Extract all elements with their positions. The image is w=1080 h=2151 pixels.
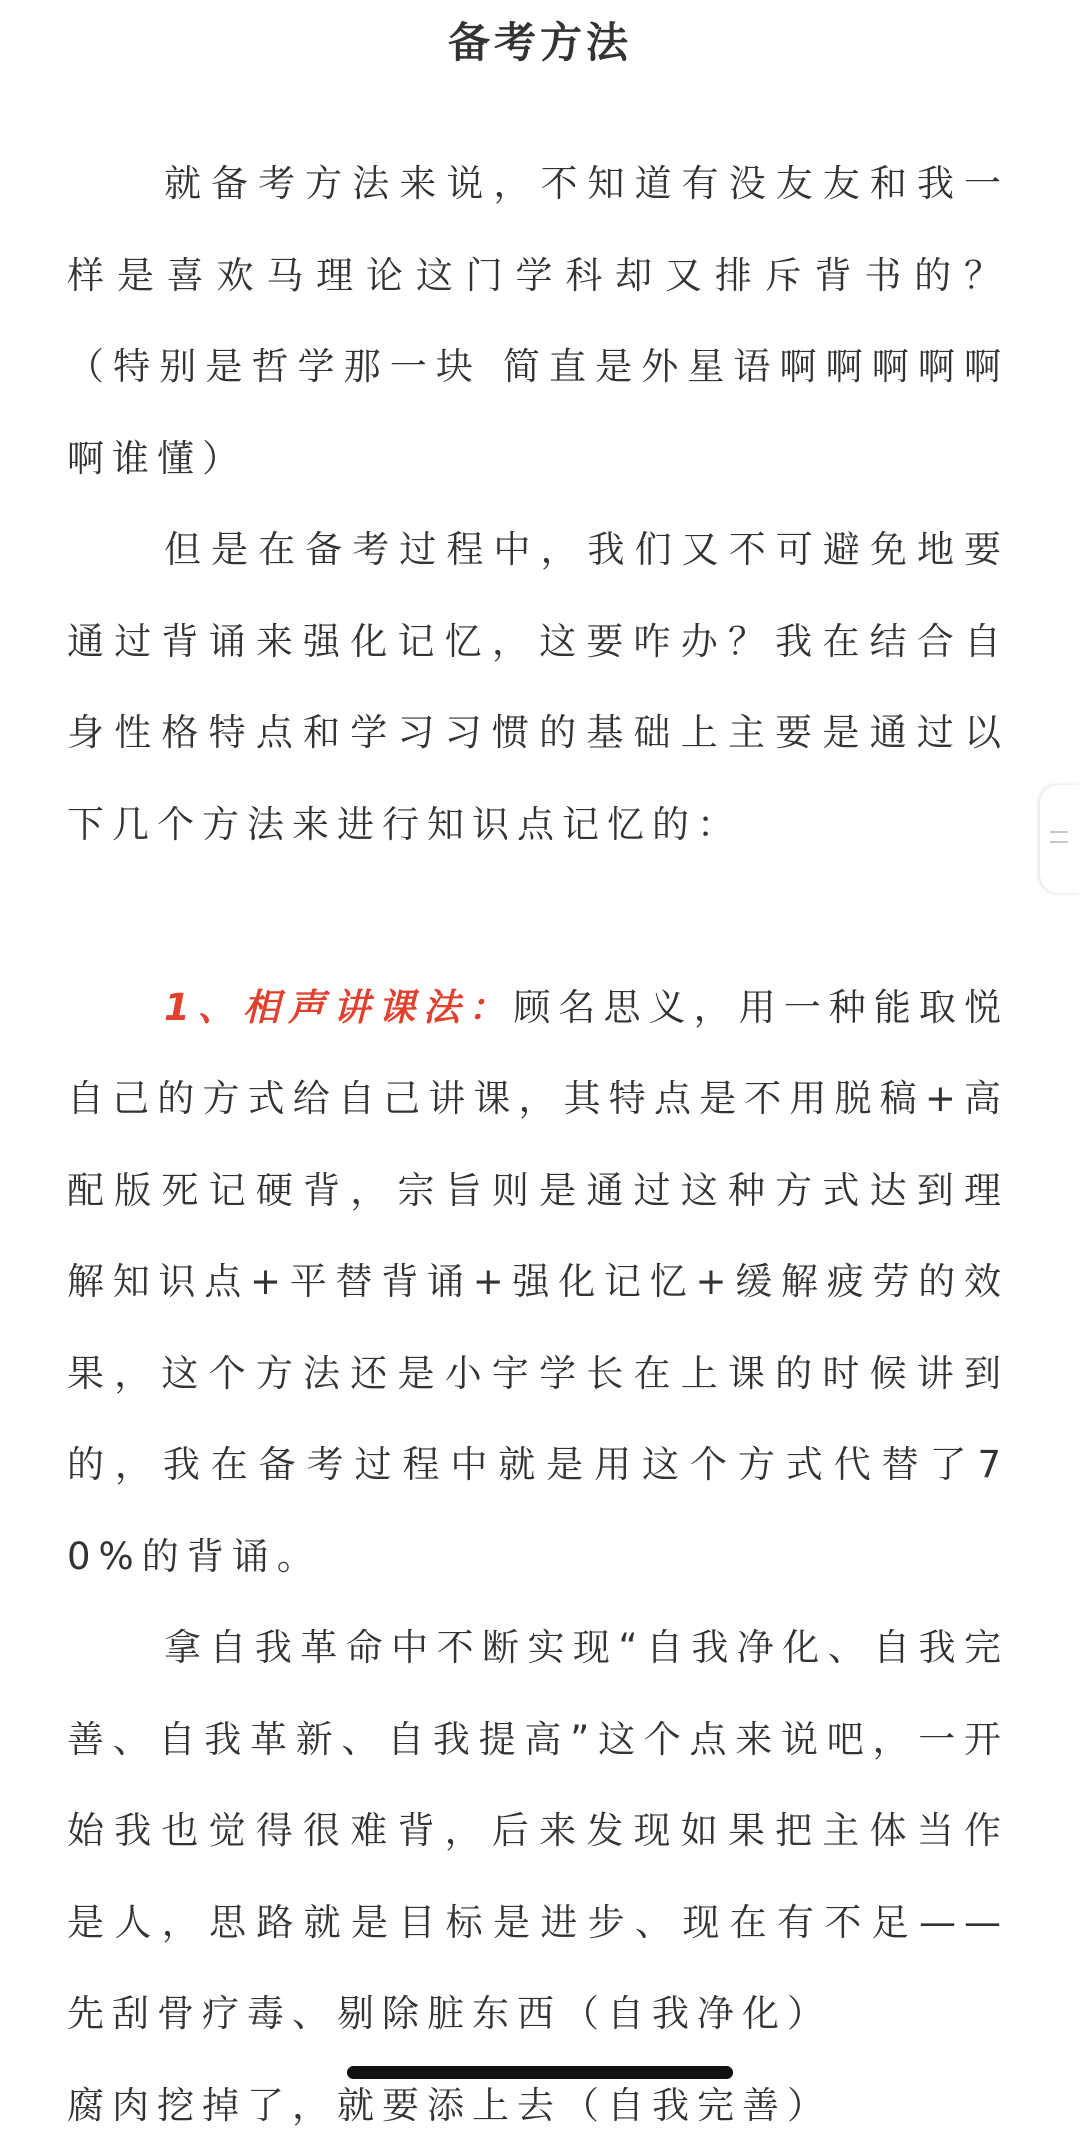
- side-drawer-handle[interactable]: [1040, 785, 1080, 893]
- home-indicator-bar[interactable]: [347, 2066, 733, 2079]
- paragraph-method-1: [67, 962, 1009, 1603]
- paragraph-intro: 就备考方法来说，不知道有没友友和我一样是喜欢马理论这门学科却又排斥背书的？（特别是哲学那一块 简直是外星语啊啊啊啊啊啊谁懂）: [67, 138, 1009, 504]
- handle-grip-line-top: [1050, 831, 1068, 833]
- paragraph-example: 拿自我革命中不断实现“自我净化、自我完善、自我革新、自我提高”这个点来说吧，一开始我也觉得很难背，后来发现如果把主体当作是人，思路就是目标是进步、现在有不足——先刮骨疗毒、剔除脏东西（自我净化）: [67, 1602, 1009, 2060]
- method-1-heading: 1、相声讲课法：: [164, 986, 513, 1029]
- method-1-text: 顾名思义，用一种能取悦自己的方式给自己讲课，其特点是不用脱稿+高配版死记硬背，宗旨则是通过这种方式达到理解知识点+平替背诵+强化记忆+缓解疲劳的效果，这个方法还是小宇学长在上课的时候讲到的，我在备考过程中就是用这个方式代替了70%的背诵。: [67, 986, 1009, 1578]
- handle-grip-line-bottom: [1050, 841, 1068, 843]
- paragraph-memorization: 但是在备考过程中，我们又不可避免地要通过背诵来强化记忆，这要咋办？我在结合自身性格特点和学习习惯的基础上主要是通过以下几个方法来进行知识点记忆的：: [67, 504, 1009, 870]
- title-container: [0, 12, 1080, 78]
- paragraph-continued: 腐肉挖掉了，就要添上去（自我完善）: [67, 2060, 1009, 2151]
- paragraph-spacer: [67, 870, 1009, 962]
- article-body: [67, 138, 1009, 2151]
- article-title: 备考方法: [440, 12, 640, 78]
